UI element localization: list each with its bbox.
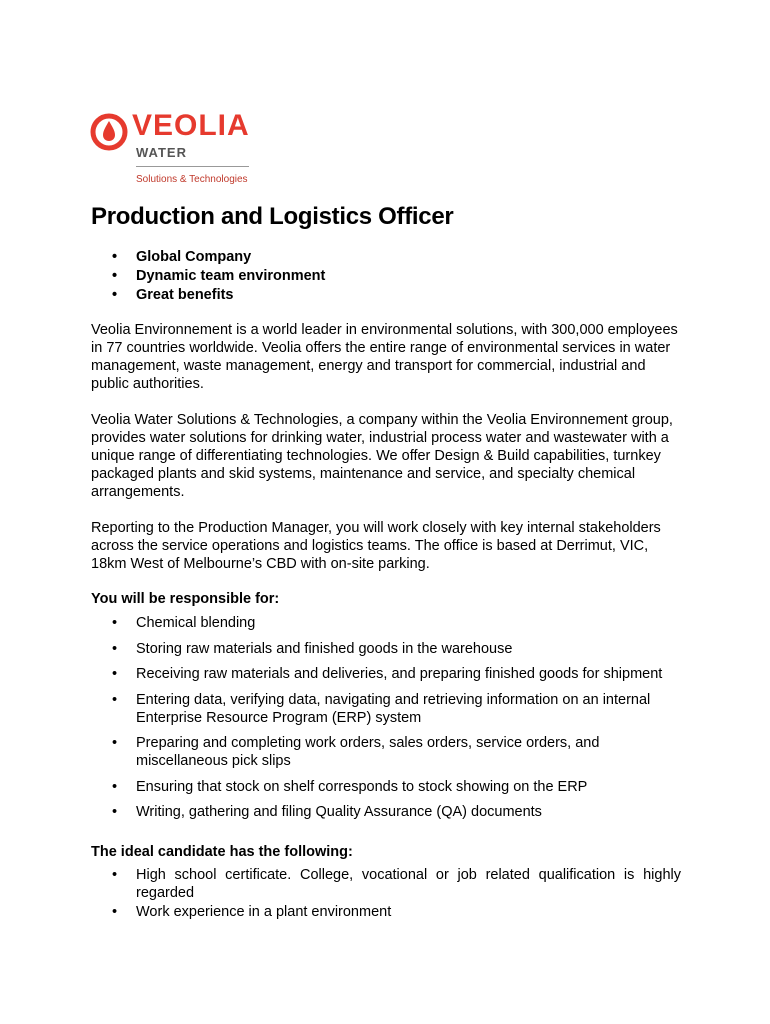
highlight-item: • Global Company xyxy=(91,248,681,267)
highlights-list xyxy=(91,248,681,305)
responsibilities-list xyxy=(91,614,681,821)
list-item: • Storing raw materials and finished goods in the warehouse xyxy=(91,640,681,658)
list-item: • Writing, gathering and filing Quality Assurance (QA) documents xyxy=(91,803,681,821)
logo-division: WATER xyxy=(136,145,187,160)
list-item: • Receiving raw materials and deliveries, and preparing finished goods for shipment xyxy=(91,665,681,683)
logo-divider xyxy=(136,166,249,167)
division-paragraph: Veolia Water Solutions & Technologies, a company within the Veolia Environnement group, provides water solutions for drinking water, industrial process water and wastewater with a unique range of differentiating technologies. We offer Design & Build capabilities, turnkey packaged plants and skid systems, maintenance and service, and specialty chemical arrangements. xyxy=(91,412,673,500)
list-item: • Preparing and completing work orders, sales orders, service orders, and miscellaneous pick slips xyxy=(91,734,681,770)
highlight-item: • Dynamic team environment xyxy=(91,267,681,286)
role-paragraph: Reporting to the Production Manager, you will work closely with key internal stakeholders across the service operations and logistics teams. The office is based at Derrimut, VIC, 18km West of Melbourne’s CBD with on-site parking. xyxy=(91,520,661,572)
candidate-heading: The ideal candidate has the following: xyxy=(91,844,353,860)
responsibilities-heading: You will be responsible for: xyxy=(91,591,280,607)
page-title: Production and Logistics Officer xyxy=(91,203,454,230)
veolia-droplet-icon xyxy=(90,110,130,154)
candidate-list xyxy=(91,866,681,921)
logo-tagline: Solutions & Technologies xyxy=(136,174,248,185)
list-item: • Entering data, verifying data, navigating and retrieving information on an internal Enterprise Resource Program (ERP) system xyxy=(91,691,681,727)
company-paragraph: Veolia Environnement is a world leader in environmental solutions, with 300,000 employees in 77 countries worldwide. Veolia offers the entire range of environmental services in water management, waste management, energy and transport for commercial, industrial and public authorities. xyxy=(91,322,678,392)
list-item: • High school certificate. College, vocational or job related qualification is highly regarded xyxy=(91,866,681,902)
list-item: • Ensuring that stock on shelf corresponds to stock showing on the ERP xyxy=(91,778,681,796)
list-item: • Chemical blending xyxy=(91,614,681,632)
list-item: • Work experience in a plant environment xyxy=(91,903,681,921)
job-description xyxy=(91,248,681,921)
logo-brand: VEOLIA xyxy=(132,109,250,142)
company-logo xyxy=(90,106,260,190)
highlight-item: • Great benefits xyxy=(91,286,681,305)
